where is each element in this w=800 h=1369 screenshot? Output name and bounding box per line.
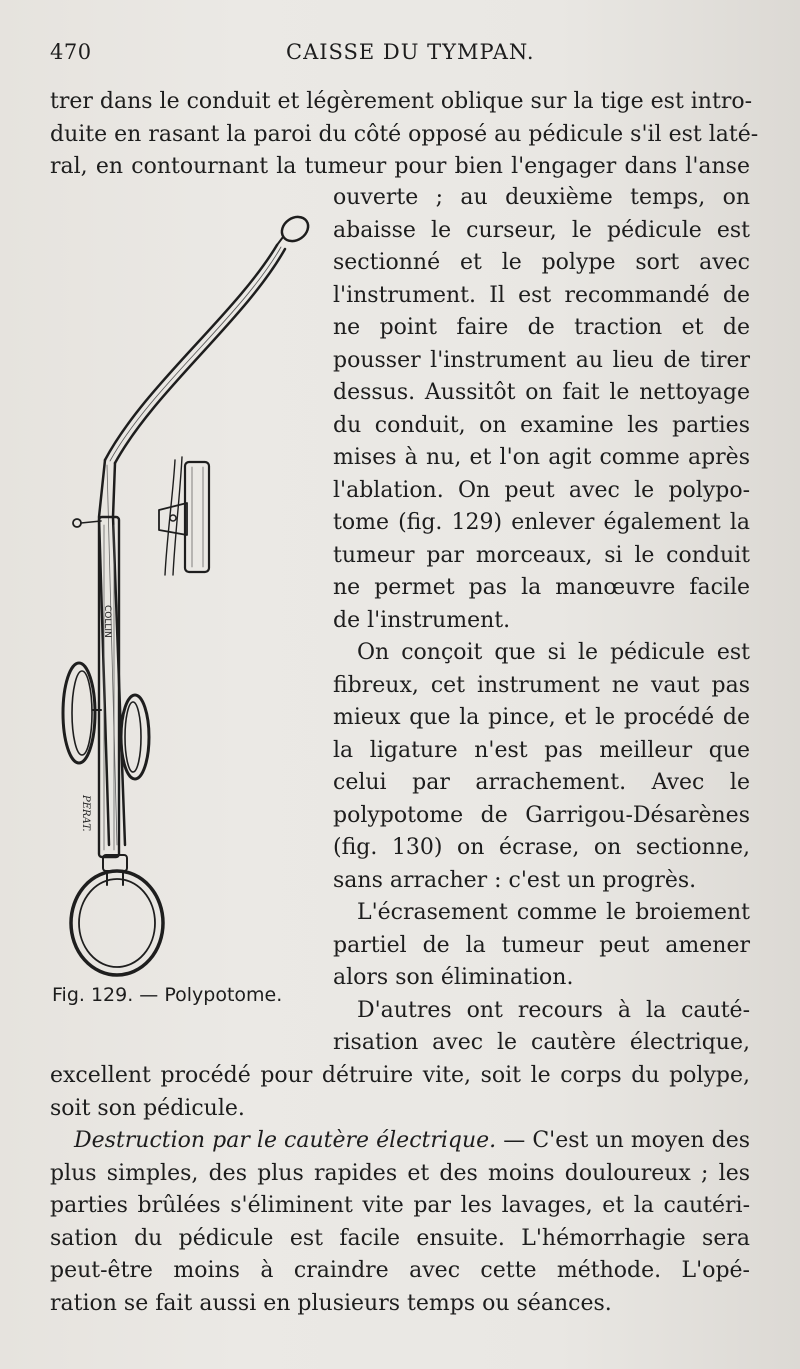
- paragraph-continuation: [50, 1060, 750, 1125]
- text-line: alors son élimination.: [333, 965, 574, 990]
- text-line: l'instrument. Il est recommandé de: [333, 282, 750, 308]
- text-line: abaisse le curseur, le pédicule est: [333, 217, 750, 243]
- text-line: ration se fait aussi en plusieurs temps ou séances.: [50, 1290, 612, 1316]
- paragraph-cautery: [50, 1125, 750, 1320]
- text-line: duite en rasant la paroi du côté opposé au pédicule s'il est laté-: [50, 121, 759, 147]
- text-line: du conduit, on examine les parties: [333, 412, 750, 438]
- text-line: de l'instrument.: [333, 607, 511, 633]
- text-line: On conçoit que si le pédicule est: [357, 640, 750, 665]
- text-line: fibreux, cet instrument ne vaut pas: [333, 672, 750, 698]
- text-line: dessus. Aussitôt on fait le nettoyage: [333, 380, 750, 405]
- text-line: peut-être moins à craindre avec cette méthode. L'opé-: [50, 1258, 750, 1283]
- polypotome-illustration: [55, 205, 325, 985]
- text-line: ouverte ; au deuxième temps, on: [333, 185, 750, 210]
- figure-caption: Fig. 129. — Polypotome.: [52, 984, 283, 1006]
- paragraph-opening: [50, 86, 759, 184]
- text-line: sectionné et le polype sort avec: [333, 250, 750, 275]
- text-line: mieux que la pince, et le procédé de: [333, 705, 750, 730]
- text-line: plus simples, des plus rapides et des moins douloureux ; les: [50, 1160, 750, 1186]
- text-line: parties brûlées s'éliminent vite par les lavages, et la cautéri-: [50, 1193, 750, 1218]
- text-line: ral, en contournant la tumeur pour bien l'engager dans l'anse: [50, 154, 750, 179]
- page-number: 470: [50, 40, 92, 64]
- text-line: partiel de la tumeur peut amener: [333, 932, 750, 958]
- text-fragment: — C'est un moyen des: [496, 1128, 751, 1153]
- text-line: (fig. 130) on écrase, on sectionne,: [333, 835, 750, 860]
- text-line: l'ablation. On peut avec le polypo-: [333, 477, 750, 503]
- maker-engraving: COLLIN: [102, 605, 112, 638]
- text-line: D'autres ont recours à la cauté-: [357, 997, 750, 1023]
- text-line: sans arracher : c'est un progrès.: [333, 867, 697, 893]
- text-line: soit son pédicule.: [50, 1095, 245, 1121]
- text-line: la ligature n'est pas meilleur que: [333, 737, 750, 763]
- text-line: [50, 1125, 750, 1158]
- text-line: risation avec le cautère électrique,: [333, 1030, 750, 1055]
- text-line: mises à nu, et l'on agit comme après: [333, 445, 750, 470]
- text-line: ne point faire de traction et de: [333, 315, 750, 340]
- text-line: ne permet pas la manœuvre facile: [333, 575, 750, 600]
- text-column: [333, 182, 750, 1060]
- text-line: sation du pédicule est facile ensuite. L'hémorrhagie sera: [50, 1225, 750, 1251]
- section-heading: Destruction par le cautère électrique.: [74, 1128, 497, 1153]
- running-header: [50, 40, 750, 76]
- text-line: tome (fig. 129) enlever également la: [333, 510, 750, 535]
- text-line: tumeur par morceaux, si le conduit: [333, 542, 750, 568]
- text-line: celui par arrachement. Avec le: [333, 770, 750, 795]
- text-line: excellent procédé pour détruire vite, soit le corps du polype,: [50, 1063, 750, 1088]
- text-line: pousser l'instrument au lieu de tirer: [333, 347, 750, 373]
- text-line: L'écrasement comme le broiement: [357, 900, 750, 925]
- running-title: CAISSE DU TYMPAN.: [286, 40, 535, 64]
- engraver-signature: PERAT.: [80, 795, 91, 832]
- text-line: polypotome de Garrigou-Désarènes: [333, 802, 750, 828]
- text-line: trer dans le conduit et légèrement oblique sur la tige est intro-: [50, 89, 753, 114]
